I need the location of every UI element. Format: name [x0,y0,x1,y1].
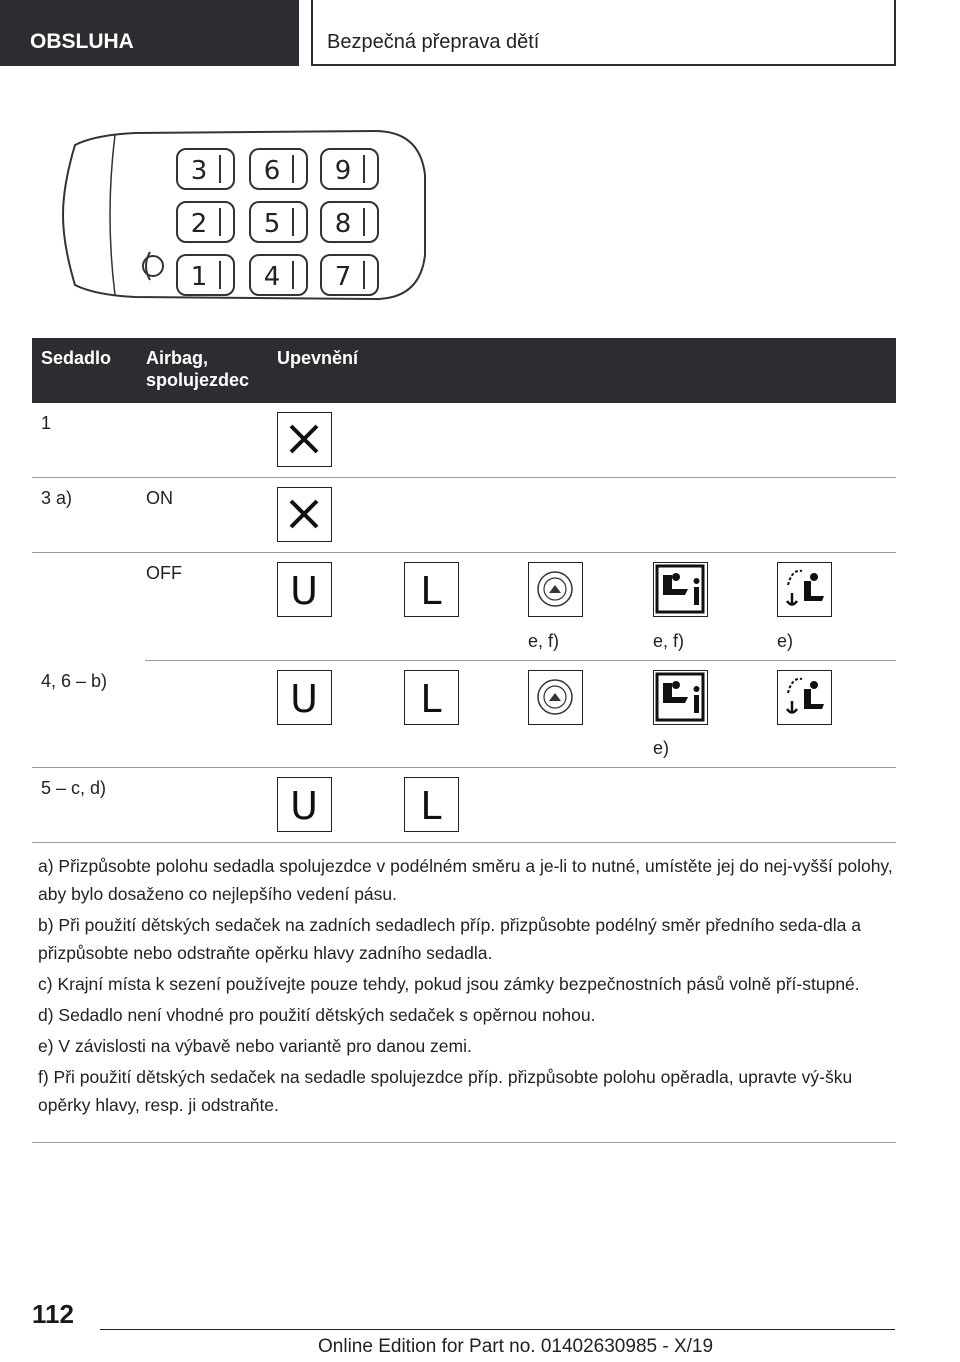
semi-universal-l-icon [404,562,459,617]
seat-cell: 3 a) [41,488,73,508]
col-seat: Sedadlo [41,348,112,368]
seat-cell: 1 [41,413,52,433]
footnote: d) Sedadlo není vhodné pro použití dětských sedaček s opěrnou nohou. [38,1005,596,1025]
semi-universal-l-icon [404,670,459,725]
seat-number: 6 [263,156,281,186]
table-row [32,478,896,553]
vehicle-seat-map [55,125,430,305]
divider [100,1329,895,1330]
universal-u-icon [277,777,332,832]
seat-number: 4 [263,262,281,292]
child-seat-circle-icon [528,670,583,725]
page-number: 112 [32,1299,74,1329]
seat-number: 3 [190,156,208,186]
section-tab: OBSLUHA [0,0,299,66]
universal-u-icon [277,562,332,617]
cross-icon [277,487,332,542]
seat-number: 2 [190,209,208,239]
icon-letter: U [290,569,318,613]
col-airbag: Airbag, spolujezdec [146,348,250,390]
footnote: a) Přizpůsobte polohu sedadla spolujezdce v podélném směru a je-li to nutné, umístěte jej do nej‐vyšší polohy, aby bylo dosaženo co nejlepšího vedení pásu. [38,856,893,904]
child-seat-info-icon [653,562,708,617]
table-row [32,768,896,843]
seat-cell: 4, 6 – b) [41,671,108,691]
universal-u-icon [277,670,332,725]
icon-letter: L [420,569,442,613]
seat-number: 8 [334,209,352,239]
seat-number: 5 [263,209,281,239]
child-seat-circle-icon [528,562,583,617]
seat-number: 1 [190,262,208,292]
footnote: c) Krajní místa k sezení používejte pouze tehdy, pokud jsou zámky bezpečnostních pásů volně pří‐stupné. [38,974,860,994]
edition-text: Online Edition for Part no. 01402630985 - X/19 [318,1336,714,1357]
airbag-cell: ON [146,488,173,508]
divider [32,1142,896,1143]
seat-number: 9 [334,156,352,186]
note-cell: e) [653,738,670,758]
seat-number: 7 [334,262,352,292]
icon-letter: L [420,784,442,828]
table-row [32,661,896,768]
seat-cell: 5 – c, d) [41,778,107,798]
col-mounting: Upevnění [277,348,359,368]
airbag-cell: OFF [146,563,182,583]
note-cell: e, f) [528,631,560,651]
footnote: e) V závislosti na výbavě nebo variantě pro danou zemi. [38,1036,472,1056]
table-row [145,553,896,661]
table-row [32,403,896,478]
table-header [32,338,896,403]
footnotes [38,852,894,1122]
semi-universal-l-icon [404,777,459,832]
icon-letter: U [290,784,318,828]
icon-letter: U [290,677,318,721]
footnote: f) Při použití dětských sedaček na sedadle spolujezdce příp. přizpůsobte polohu opěradla, upravte vý‐šku opěrky hlavy, resp. ji odstraňte. [38,1067,853,1115]
child-seat-tether-icon [777,562,832,617]
icon-letter: L [420,677,442,721]
child-seat-info-icon [653,670,708,725]
cross-icon [277,412,332,467]
note-cell: e, f) [653,631,685,651]
child-seat-tether-icon [777,670,832,725]
page-title: Bezpečná přeprava dětí [311,0,896,66]
note-cell: e) [777,631,794,651]
footnote: b) Při použití dětských sedaček na zadních sedadlech příp. přizpůsobte podélný směr předního seda‐dla a přizpůsobte nebo odstraňte opěrku hlavy zadního sedadla. [38,915,861,963]
